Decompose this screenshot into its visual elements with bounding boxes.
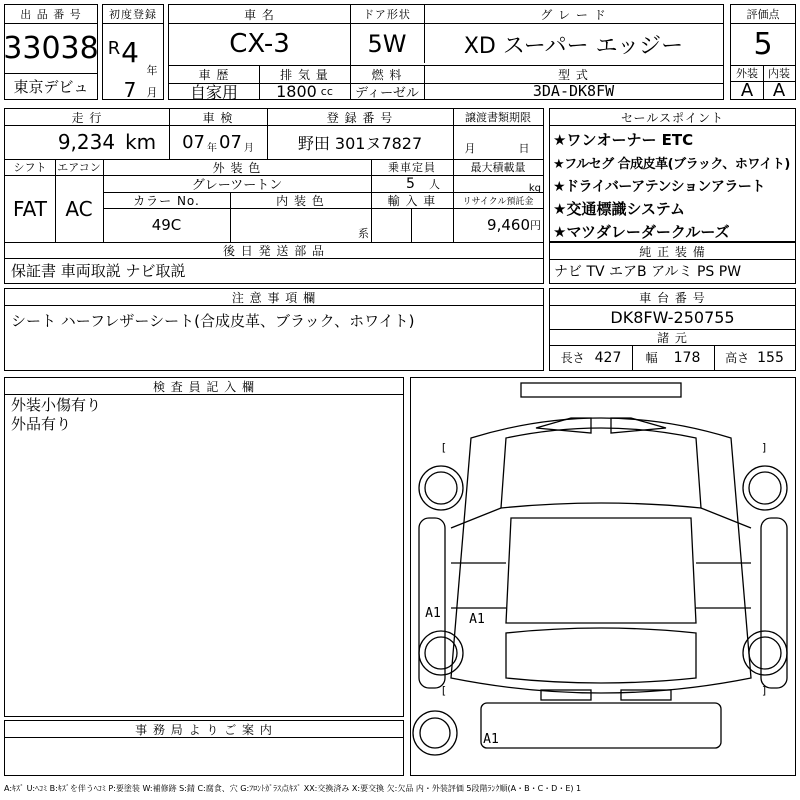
interior-header: 内装 xyxy=(768,67,790,80)
later-parts: 保証書 車両取説 ナビ取説 xyxy=(11,262,186,280)
cc-unit: cc xyxy=(320,84,333,98)
recycle-fee xyxy=(453,208,543,242)
equipment-header: 純 正 装 備 xyxy=(639,244,706,259)
height-value: 155 xyxy=(757,349,784,366)
headlamp-right xyxy=(611,418,666,433)
shift: FAT xyxy=(12,196,47,221)
model-code: 3DA-DK8FW xyxy=(532,82,615,100)
inspector-header: 検 査 員 記 入 欄 xyxy=(152,379,256,394)
score-box xyxy=(730,4,796,100)
length-value: 427 xyxy=(594,349,622,366)
notes-text: シート ハーフレザーシート(合成皮革、ブラック、ホワイト) xyxy=(11,311,415,330)
bracket-left-top: [ xyxy=(441,440,447,454)
selling-points-list xyxy=(553,128,795,243)
selling-point: ★ドライバーアテンションアラート xyxy=(553,178,765,195)
exterior-grade: A xyxy=(740,79,754,101)
first-registration-box xyxy=(102,4,164,100)
width-value: 178 xyxy=(673,349,701,366)
month-unit: 月 xyxy=(146,86,158,99)
bracket-right-bottom: ] xyxy=(761,683,767,697)
displacement xyxy=(259,83,350,99)
legend: A:ｷｽﾞ U:ﾍｺﾐ B:ｷｽﾞを伴うﾍｺﾐ P:要塗装 W:補修跡 S:錆 C:腐食、穴 G:ﾌﾛﾝﾄｶﾞﾗｽ点ｷｽﾞ XX:交換済み X:要交換 欠:欠品 内・外装評価 5段階ﾗﾝｸ順(A・B・C・D・E) 1 xyxy=(4,783,582,793)
yen-unit: 円 xyxy=(530,219,541,232)
interior-color-header: 内 装 色 xyxy=(276,193,325,208)
overall-score: 5 xyxy=(753,26,773,62)
displacement-value: 1800 xyxy=(276,81,317,101)
transfer-month: 月 xyxy=(464,142,476,155)
bracket-left-bottom: [ xyxy=(441,683,447,697)
km-unit: km xyxy=(125,130,157,154)
license-plate: 野田 301ヌ7827 xyxy=(297,133,423,153)
door-header: ドア形状 xyxy=(363,8,411,21)
width-label: 幅 xyxy=(645,351,658,365)
length xyxy=(550,345,632,370)
inspector-notes xyxy=(11,396,101,434)
selling-point: ★ワンオーナー ETC xyxy=(553,131,694,149)
max-load-unit: kg xyxy=(528,182,541,194)
inspection-month-unit: 月 xyxy=(243,142,254,154)
grade-header: グ レ ー ド xyxy=(540,7,607,22)
inspection-date xyxy=(169,125,267,159)
registration-month: 7 xyxy=(123,78,137,102)
bracket-right-top: ] xyxy=(761,440,767,454)
fuel-header: 燃 料 xyxy=(371,67,403,82)
exterior-color: グレーツートン xyxy=(191,178,283,193)
year-unit: 年 xyxy=(146,64,158,77)
selling-point: ★マツダレーダークルーズ xyxy=(553,223,730,241)
model-header: 型 式 xyxy=(558,67,589,82)
registration-era: R xyxy=(107,37,121,59)
chassis-number: DK8FW-250755 xyxy=(610,307,735,327)
inspector-line: 外品有り xyxy=(11,415,72,433)
headlamp-left xyxy=(536,418,591,433)
import-header: 輸 入 車 xyxy=(387,193,437,208)
inspector-line: 外装小傷有り xyxy=(11,396,102,414)
ac-header: エアコン xyxy=(57,161,101,174)
mileage-value: 9,234 xyxy=(57,130,116,154)
capacity-value: 5 xyxy=(406,175,415,192)
first-registration-header: 初度登録 xyxy=(109,8,157,21)
inspection-month: 07 xyxy=(219,131,242,153)
recycle-header: リサイクル預託金 xyxy=(462,196,534,207)
shift-header: シフト xyxy=(13,161,47,174)
interior-color-unit: 系 xyxy=(358,227,369,240)
notes-box xyxy=(4,288,544,371)
selling-point: ★フルセグ 合成皮革(ブラック、ホワイト) xyxy=(553,157,790,172)
car-name: CX-3 xyxy=(229,29,290,59)
inspection-header: 車 検 xyxy=(202,110,234,125)
damage-mark: A1 xyxy=(425,605,441,621)
inspector-box xyxy=(4,377,404,717)
windshield xyxy=(501,428,701,508)
selling-points-box xyxy=(549,108,796,242)
fuel: ディーゼル xyxy=(355,85,419,101)
chassis-box xyxy=(549,288,796,371)
length-label: 長さ xyxy=(560,351,585,365)
mileage-header: 走 行 xyxy=(71,110,103,125)
transfer-deadline-header: 譲渡書類期限 xyxy=(465,111,531,124)
car-name-header: 車 名 xyxy=(244,7,275,22)
damage-diagram xyxy=(410,377,796,776)
capacity-unit: 人 xyxy=(428,177,440,191)
air-conditioner: AC xyxy=(65,196,93,221)
recycle-value: 9,460 xyxy=(487,216,530,234)
exterior-color-header: 外 装 色 xyxy=(212,160,262,175)
capacity xyxy=(371,175,453,192)
exterior-header: 外装 xyxy=(736,67,758,80)
plate-header: 登 録 番 号 xyxy=(326,110,394,125)
selling-points-header: セールスポイント xyxy=(621,110,724,125)
history: 自家用 xyxy=(189,82,238,102)
later-parts-header: 後 日 発 送 部 品 xyxy=(222,243,326,258)
lot-number: 33038 xyxy=(3,30,99,66)
inspection-year: 07 xyxy=(182,131,205,153)
left-pillar xyxy=(451,508,501,528)
vehicle-top-box xyxy=(168,4,724,100)
office-box xyxy=(4,720,404,776)
displacement-header: 排 気 量 xyxy=(280,67,329,82)
capacity-header: 乗車定員 xyxy=(388,161,436,174)
lot-number-header: 出 品 番 号 xyxy=(20,8,82,21)
score-header: 評価点 xyxy=(746,8,780,21)
inspection-year-unit: 年 xyxy=(207,142,217,154)
interior-grade: A xyxy=(772,79,786,101)
body-outline xyxy=(451,418,751,693)
damage-mark: A1 xyxy=(469,611,485,627)
notes-header: 注 意 事 項 欄 xyxy=(231,290,317,305)
roof xyxy=(506,518,696,623)
damage-mark: A1 xyxy=(483,731,499,747)
equipment-items: ナビ TV エアB アルミ PS PW xyxy=(554,264,742,280)
registration-year: 4 xyxy=(121,35,139,69)
car-outline-diagram xyxy=(411,378,795,775)
max-load-header: 最大積載量 xyxy=(470,161,526,174)
right-pillar xyxy=(701,508,751,528)
grade: XD スーパー エッジー xyxy=(463,33,684,59)
history-header: 車 歴 xyxy=(198,67,230,82)
height xyxy=(714,345,795,370)
right-side-panel xyxy=(761,518,787,688)
height-label: 高さ xyxy=(725,351,750,365)
rear-bumper xyxy=(481,703,721,748)
auction-venue: 東京デビュ xyxy=(13,77,89,96)
office-header: 事 務 局 よ り ご 案 内 xyxy=(135,722,273,737)
color-number-header: カラー No. xyxy=(133,193,200,208)
rear-window xyxy=(506,628,696,683)
dimensions-header: 諸 元 xyxy=(657,330,688,345)
left-side-panel xyxy=(419,518,445,688)
width xyxy=(632,345,714,370)
chassis-header: 車 台 番 号 xyxy=(639,290,706,305)
equipment-box xyxy=(549,242,796,284)
mileage xyxy=(5,125,169,159)
details-box xyxy=(4,108,544,284)
door-type: 5W xyxy=(367,30,407,58)
transfer-day: 日 xyxy=(518,142,530,155)
color-number: 49C xyxy=(151,216,182,234)
top-view-bar xyxy=(521,383,681,397)
selling-point: ★交通標識システム xyxy=(553,200,685,218)
lot-box xyxy=(4,4,98,100)
